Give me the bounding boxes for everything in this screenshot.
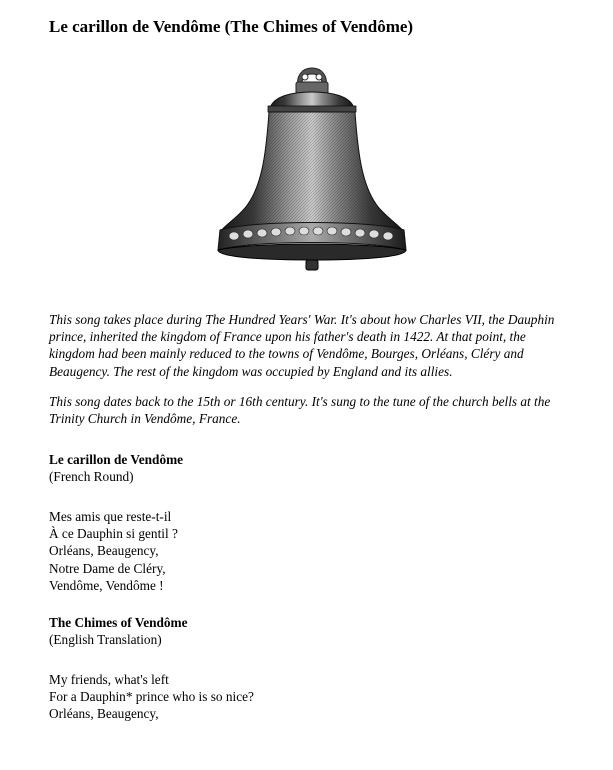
english-section-header: [49, 614, 188, 648]
french-subheading: (French Round): [49, 469, 134, 485]
english-subheading: (English Translation): [49, 632, 162, 648]
english-lyrics: [49, 671, 254, 723]
bell-icon: [212, 64, 412, 276]
lyric-line: For a Dauphin* prince who is so nice?: [49, 689, 254, 705]
french-heading: Le carillon de Vendôme: [49, 452, 184, 467]
lyric-line: Orléans, Beaugency,: [49, 543, 159, 559]
lyric-line: Orléans, Beaugency,: [49, 706, 159, 722]
lyric-line: Mes amis que reste-t-il: [49, 509, 172, 524]
lyric-line: My friends, what's left: [49, 672, 169, 687]
lyric-line: À ce Dauphin si gentil ?: [49, 526, 178, 542]
intro-paragraph-origin: This song dates back to the 15th or 16th century. It's sung to the tune of the church bells at the Trinity Church in Vendôme, France.: [49, 394, 551, 427]
french-section-header: [49, 451, 183, 485]
english-heading: The Chimes of Vendôme: [49, 615, 188, 630]
bell-illustration: [212, 64, 412, 276]
lyric-line: Vendôme, Vendôme !: [49, 577, 164, 593]
page-title: Le carillon de Vendôme (The Chimes of Vendôme): [49, 17, 414, 36]
intro-paragraph-history: This song takes place during The Hundred Years' War. It's about how Charles VII, the Dauphin prince, inherited the kingdom of France upon his father's death in 1422. At that point, the kingdom had been mainly reduced to the towns of Vendôme, Bourges, Orléans, Cléry and Beaugency. The rest of the kingdom was occupied by England and its allies.: [49, 312, 555, 379]
french-lyrics: [49, 508, 178, 594]
lyric-line: Notre Dame de Cléry,: [49, 560, 166, 576]
